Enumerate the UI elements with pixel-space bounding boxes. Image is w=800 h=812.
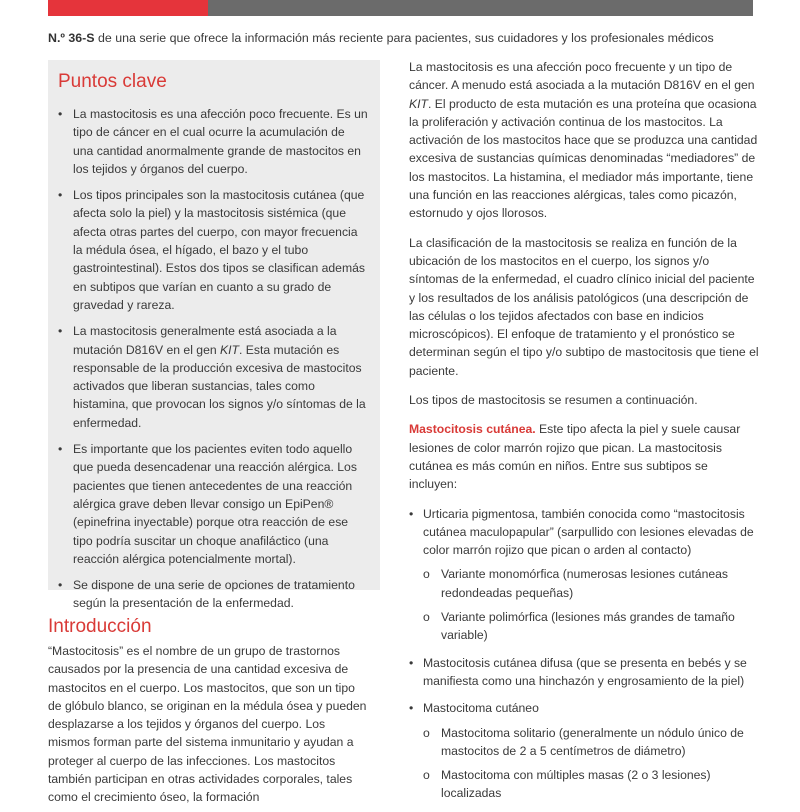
list-item-text: Urticaria pigmentosa, también conocida como “mastocitosis cutánea maculopapular” (sarpullido con lesiones elevadas de color marrón rojizo que pican o arden al contacto) (423, 506, 754, 558)
series-line (48, 30, 768, 46)
sub-list (423, 565, 759, 644)
key-points-box (48, 60, 380, 611)
key-point-item (58, 186, 368, 314)
key-point-item (58, 105, 368, 178)
sub-list-item: o Mastocitoma solitario (generalmente un nódulo único de mastocitos de 2 a 5 centímetros de diámetro) (423, 724, 759, 761)
paragraph-summary: Los tipos de mastocitosis se resumen a continuación. (409, 393, 698, 408)
key-point-text: . Esta mutación es responsable de la producción excesiva de mastocitos activados que liberan sustancias, tales como histamina, que provocan los signos y/o síntomas de la enfermedad. (73, 342, 366, 430)
paragraph-cutaneous (409, 420, 759, 493)
header-gray-bar (208, 0, 753, 16)
intro-title: Introducción (48, 616, 152, 637)
key-point-text: Los tipos principales son la mastocitosis cutánea (que afecta solo la piel) y la mastocitosis sistémica (que afecta otras partes del cuerpo, con mayor frecuencia la médula ósea, el hígado, el bazo y el tubo gastrointestinal). Estos dos tipos se clasifican además en subtipos que varían en cuanto a su grado de gravedad y rareza. (73, 188, 365, 312)
series-number: N.º 36-S (48, 31, 95, 45)
intro-paragraph: “Mastocitosis” es el nombre de un grupo de trastornos causados por la presencia de una cantidad excesiva de mastocitos en el cuerpo. Los mastocitos, que son un tipo de glóbulo blanco, se originan en la médula ósea y pueden desplazarse a los tejidos y órganos del cuerpo. Los mismos forman parte del sistema inmunitario y ayudan a proteger al cuerpo de las infecciones. Los mastocitos también participan en otras actividades corporales, tales como el crecimiento óseo, la formación (48, 644, 367, 805)
sub-list-item: o Variante monomórfica (numerosas lesiones cutáneas redondeadas pequeñas) (423, 565, 759, 602)
key-point-item (58, 440, 368, 568)
sub-list-item: o Mastocitoma con múltiples masas (2 o 3 lesiones) localizadas (423, 766, 759, 803)
list-item (409, 654, 759, 691)
header-brand-bar (48, 0, 208, 16)
paragraph-text: La mastocitosis es una afección poco frecuente y un tipo de cáncer. A menudo está asociada a la mutación D816V en el gen (409, 60, 755, 93)
sub-list (423, 724, 759, 803)
paragraph-text: Este tipo afecta la piel y suele causar lesiones de color marrón rojizo que pican. La mastocitosis cutánea es más común en niños. Entre sus subtipos se incluyen: (409, 422, 741, 492)
gene-name: KIT (409, 96, 428, 111)
series-description: de una serie que ofrece la información más reciente para pacientes, sus cuidadores y los profesionales médicos (94, 31, 714, 45)
key-points-list (58, 105, 368, 613)
list-item-text: Mastocitoma cutáneo (423, 701, 539, 716)
sub-list-item: o Variante polimórfica (lesiones más grandes de tamaño variable) (423, 608, 759, 645)
key-point-text: Es importante que los pacientes eviten todo aquello que pueda desencadenar una reacción alérgica. Los pacientes que tienen antecedentes de una reacción alérgica grave deben llevar consigo un EpiPen® (epinefrina inyectable) porque otra reacción de ese tipo podría suscitar un choque anafiláctico (una reacción alérgica potencialmente mortal). (73, 442, 357, 566)
subtype-list (409, 505, 759, 803)
key-point-text: Se dispone de una serie de opciones de tratamiento según la presentación de la enfermedad. (73, 578, 355, 611)
paragraph-classification: La clasificación de la mastocitosis se realiza en función de la ubicación de los mastocitos en el cuerpo, los signos y/o síntomas de la enfermedad, el cuadro clínico inicial del paciente y los resultados de los análisis patológicos (una descripción de las células o los tejidos afectados con base en indicios microscópicos). El enfoque de tratamiento y el pronóstico se determinan según el tipo y/o subtipo de mastocitosis que tiene el paciente. (409, 235, 759, 378)
list-item (409, 505, 759, 645)
key-point-text: La mastocitosis es una afección poco frecuente. Es un tipo de cáncer en el cual ocurre la acumulación de una cantidad anormalmente grande de mastocitos en los tejidos y órganos del cuerpo. (73, 107, 368, 176)
list-item (409, 699, 759, 802)
right-column (409, 58, 759, 812)
cutaneous-heading: Mastocitosis cutánea. (409, 422, 536, 437)
key-point-item (58, 322, 368, 432)
gene-name: KIT (220, 342, 239, 357)
paragraph-text: . El producto de esta mutación es una proteína que ocasiona la proliferación y activación continua de los mastocitos. La activación de los mastocitos hace que se produzca una cantidad excesiva de sustancias químicas denominadas “mediadores” de los mastocitos. La histamina, el mediador más importante, tiene una función en las reacciones alérgicas, tales como picazón, estornudo y ojos llorosos. (409, 96, 758, 221)
key-point-text: La mastocitosis generalmente está asociada a la mutación D816V en el gen (73, 324, 337, 357)
key-point-item (58, 576, 368, 613)
list-item-text: Mastocitosis cutánea difusa (que se presenta en bebés y se manifiesta como una hinchazón y engrosamiento de la piel) (423, 655, 747, 688)
key-points-title: Puntos clave (58, 71, 167, 92)
paragraph-mutation (409, 58, 759, 223)
